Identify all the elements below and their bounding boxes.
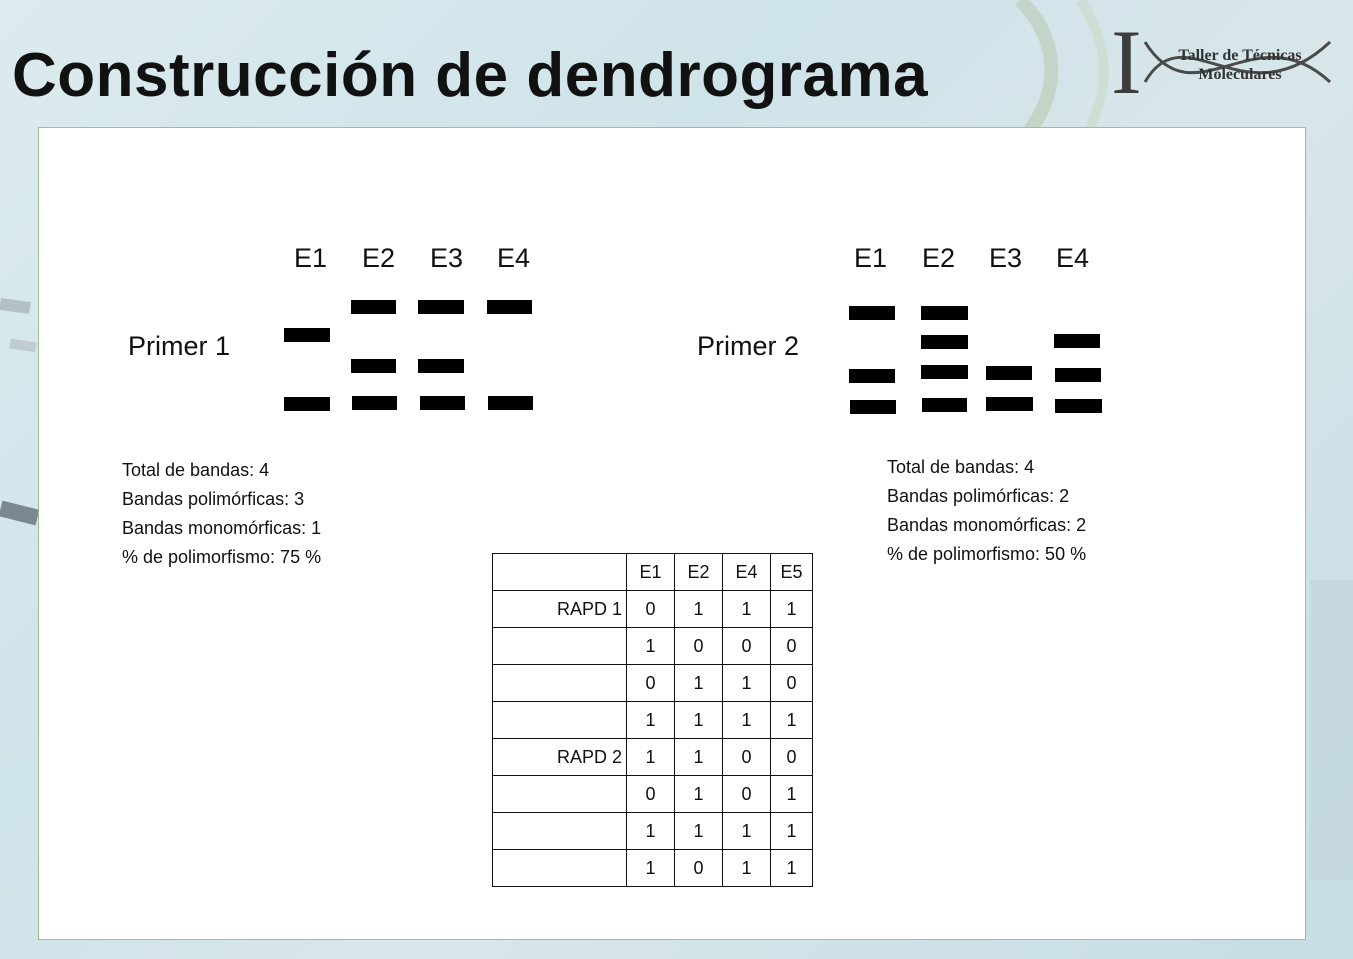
- primer1-lane-e2: E2: [362, 243, 396, 273]
- primer2-stats: [887, 453, 1086, 569]
- logo: [1105, 11, 1335, 113]
- logo-letter: I: [1111, 11, 1142, 113]
- table-cell: 0: [771, 665, 813, 702]
- primer2-lane-e1: E1: [854, 243, 888, 273]
- stat-polymorphism-percent: % de polimorfismo: 50 %: [887, 544, 1087, 564]
- gel-band: [986, 397, 1033, 411]
- primer2-lane-e2: E2: [922, 243, 956, 273]
- table-cell: 1: [675, 665, 723, 702]
- table-cell: 1: [627, 628, 675, 665]
- table-row: [493, 813, 813, 850]
- table-row: [493, 702, 813, 739]
- table-cell: 0: [771, 628, 813, 665]
- gel-band: [284, 328, 330, 342]
- stat-polymorphic: Bandas polimórficas: 3: [122, 489, 305, 509]
- gel-band: [849, 306, 895, 320]
- table-cell: 1: [627, 813, 675, 850]
- gel-band: [1055, 399, 1102, 413]
- table-row-label: RAPD 1: [493, 591, 627, 628]
- table-cell: 0: [675, 850, 723, 887]
- table-row-label: [493, 665, 627, 702]
- gel-band: [351, 300, 396, 314]
- table-cell: 1: [771, 702, 813, 739]
- primer1-lane-e1: E1: [294, 243, 328, 273]
- primer1-lane-e3: E3: [430, 243, 464, 273]
- table-cell: 1: [627, 850, 675, 887]
- logo-text: [1160, 46, 1320, 84]
- table-row-label: RAPD 2: [493, 739, 627, 776]
- gel-band: [1055, 368, 1101, 382]
- table-row: [493, 776, 813, 813]
- table-cell: 1: [723, 813, 771, 850]
- gel-band: [921, 365, 968, 379]
- table-header-row: [493, 554, 813, 591]
- table-header-cell: E4: [723, 554, 771, 591]
- stat-monomorphic: Bandas monomórficas: 1: [122, 518, 322, 538]
- table-cell: 0: [771, 739, 813, 776]
- table-cell: 1: [627, 702, 675, 739]
- table-header-cell: E2: [675, 554, 723, 591]
- table-cell: 0: [723, 739, 771, 776]
- table-cell: 1: [771, 850, 813, 887]
- binary-matrix-table: [492, 553, 813, 887]
- table-cell: 1: [675, 739, 723, 776]
- gel-band: [850, 400, 896, 414]
- table-cell: 1: [675, 776, 723, 813]
- stat-total: Total de bandas: 4: [122, 460, 270, 480]
- primer2-label: Primer 2: [697, 331, 800, 361]
- stat-total: Total de bandas: 4: [887, 457, 1035, 477]
- table-row: [493, 739, 813, 776]
- gel-band: [488, 396, 533, 410]
- gel-band: [986, 366, 1032, 380]
- primer2-lane-e4: E4: [1056, 243, 1090, 273]
- table-cell: 0: [627, 665, 675, 702]
- table-cell: 1: [723, 850, 771, 887]
- table-header-cell: [493, 554, 627, 591]
- table-cell: 1: [771, 776, 813, 813]
- table-cell: 0: [675, 628, 723, 665]
- table-cell: 0: [723, 628, 771, 665]
- gel-band: [420, 396, 465, 410]
- table-cell: 1: [675, 813, 723, 850]
- primer1-stats: [122, 456, 321, 572]
- table-cell: 1: [723, 702, 771, 739]
- table-cell: 0: [627, 591, 675, 628]
- gel-band: [351, 359, 396, 373]
- table-row-label: [493, 702, 627, 739]
- table-cell: 0: [627, 776, 675, 813]
- gel-band: [418, 300, 464, 314]
- table-cell: 1: [771, 591, 813, 628]
- table-row-label: [493, 850, 627, 887]
- stat-polymorphism-percent: % de polimorfismo: 75 %: [122, 547, 322, 567]
- slide-title: Construcción de dendrograma: [12, 41, 929, 110]
- table-cell: 1: [675, 591, 723, 628]
- table-cell: 1: [723, 665, 771, 702]
- logo-line-2: Moleculares: [1198, 66, 1282, 83]
- stat-monomorphic: Bandas monomórficas: 2: [887, 515, 1087, 535]
- gel-band: [352, 396, 397, 410]
- gel-band: [487, 300, 532, 314]
- table-row-label: [493, 628, 627, 665]
- primer1-label: Primer 1: [128, 331, 231, 361]
- logo-line-1: Taller de Técnicas: [1178, 47, 1302, 64]
- primer2-lane-e3: E3: [989, 243, 1023, 273]
- table-header-cell: E1: [627, 554, 675, 591]
- table-cell: 1: [675, 702, 723, 739]
- gel-band: [849, 369, 895, 383]
- table-row: [493, 628, 813, 665]
- table-row-label: [493, 813, 627, 850]
- gel-band: [418, 359, 464, 373]
- table-header-cell: E5: [771, 554, 813, 591]
- table-cell: 1: [627, 739, 675, 776]
- gel-band: [1054, 334, 1100, 348]
- table-row-label: [493, 776, 627, 813]
- table-row: [493, 591, 813, 628]
- gel-band: [921, 335, 968, 349]
- primer1-lane-e4: E4: [497, 243, 531, 273]
- table-cell: 0: [723, 776, 771, 813]
- gel-band: [921, 306, 968, 320]
- gel-band: [284, 397, 330, 411]
- table-row: [493, 850, 813, 887]
- table-cell: 1: [771, 813, 813, 850]
- gel-band: [922, 398, 967, 412]
- stat-polymorphic: Bandas polimórficas: 2: [887, 486, 1070, 506]
- table-row: [493, 665, 813, 702]
- table-cell: 1: [723, 591, 771, 628]
